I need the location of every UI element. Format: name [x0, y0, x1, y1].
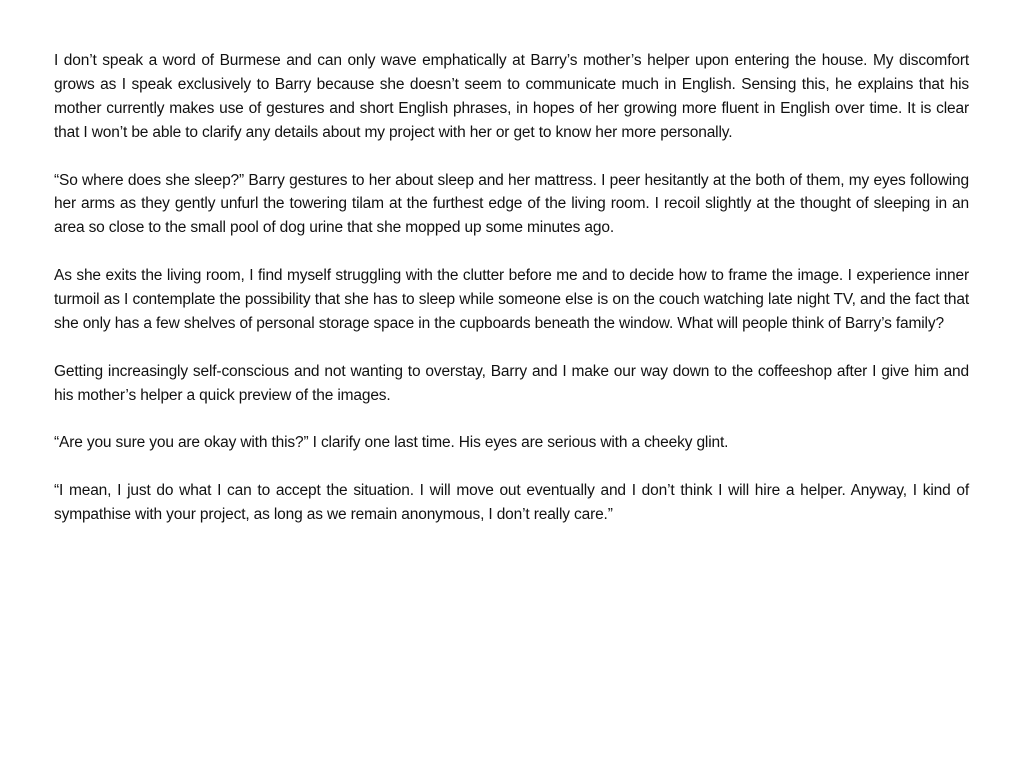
document-body — [54, 49, 969, 551]
paragraph: “I mean, I just do what I can to accept the situation. I will move out eventually and I don’t think I will hire a helper. Anyway, I kind of sympathise with your project, as long as we remain anonymous, I don’t really care.” — [54, 482, 969, 524]
paragraph: I don’t speak a word of Burmese and can only wave emphatically at Barry’s mother’s helper upon entering the house. My discomfort grows as I speak exclusively to Barry because she doesn’t seem to communicate much in English. Sensing this, he explains that his mother currently makes use of gestures and short English phrases, in hopes of her growing more fluent in English over time. It is clear that I won’t be able to clarify any details about my project with her or get to know her more personally. — [54, 52, 969, 141]
paragraph: “So where does she sleep?” Barry gestures to her about sleep and her mattress. I peer hesitantly at the both of them, my eyes following her arms as they gently unfurl the towering tilam at the furthest edge of the living room. I recoil slightly at the thought of sleeping in an area so close to the small pool of dog urine that she mopped up some minutes ago. — [54, 171, 969, 237]
paragraph: Getting increasingly self-conscious and not wanting to overstay, Barry and I make our way down to the coffeeshop after I give him and his mother’s helper a quick preview of the images. — [54, 362, 969, 404]
paragraph: As she exits the living room, I find myself struggling with the clutter before me and to decide how to frame the image. I experience inner turmoil as I contemplate the possibility that she has to sleep while someone else is on the couch watching late night TV, and the fact that she only has a few shelves of personal storage space in the cupboards beneath the window. What will people think of Barry’s family? — [54, 267, 969, 332]
paragraph: “Are you sure you are okay with this?” I clarify one last time. His eyes are serious with a cheeky glint. — [54, 434, 729, 452]
